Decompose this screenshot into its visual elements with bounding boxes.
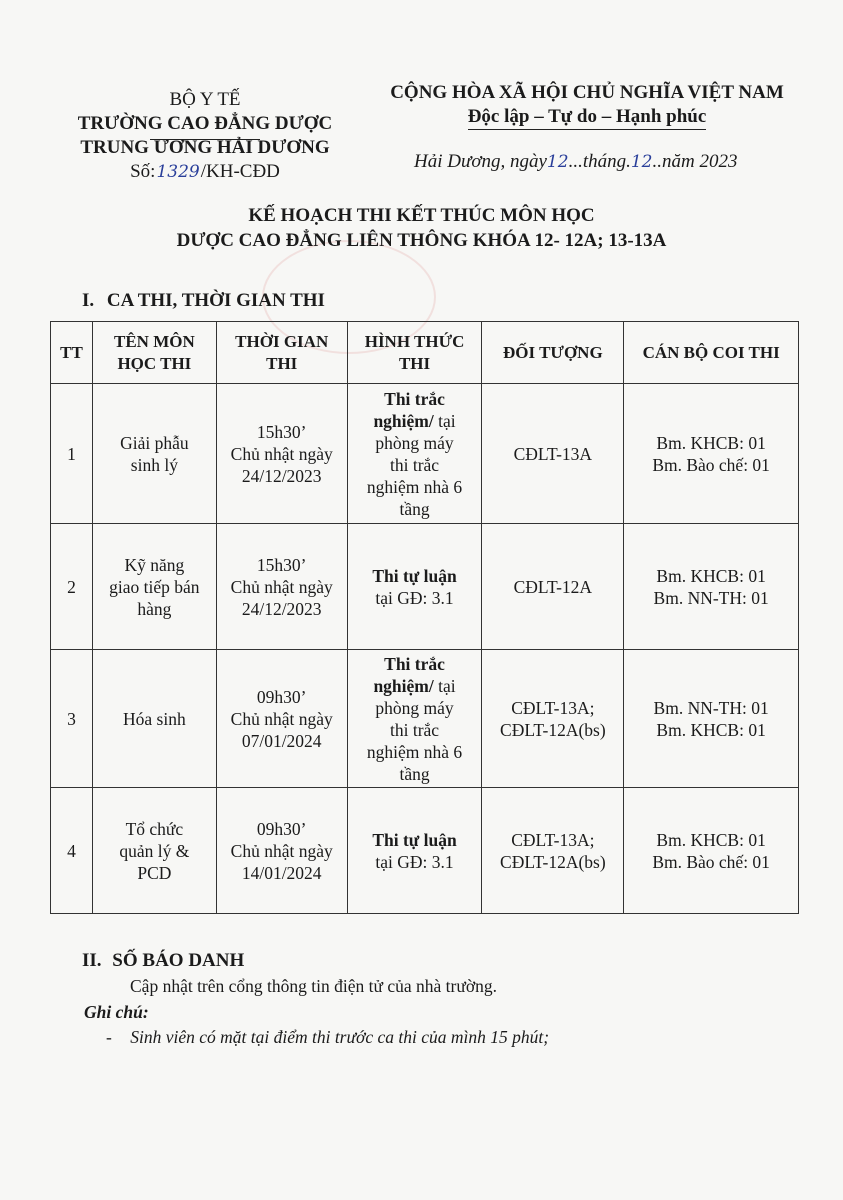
time-line: Chủ nhật ngày [230,708,333,729]
cell-target [482,650,624,788]
header-time [216,322,347,384]
subject-line: giao tiếp bán [109,576,200,597]
exam-schedule-table [50,321,799,914]
ministry-name: BỘ Y TẾ [169,89,241,110]
proctor-line: Bm. KHCB: 01 [656,829,766,850]
header-form [347,322,482,384]
cell-proctor [624,384,799,524]
form-line: thi trắc [390,454,440,475]
subject-line: quản lý & [119,840,190,861]
cell-time [216,384,347,524]
proctor-line: Bm. NN-TH: 01 [653,697,769,718]
header-left-underline [150,139,260,140]
note-label: Ghi chú: [84,1002,149,1022]
cell-proctor [624,650,799,788]
header-subject-line2: HỌC THI [117,353,192,373]
cell-tt: 1 [51,384,93,524]
note-item-text: Sinh viên có mặt tại điểm thi trước ca thi của mình 15 phút; [130,1027,550,1047]
header-time-line2: THI [266,353,298,373]
cell-subject [92,650,216,788]
section-1-title: CA THI, THỜI GIAN THI [106,290,325,311]
header-left [70,88,340,184]
form-line: tại GĐ: 3.1 [375,587,454,608]
time-line: 15h30’ [256,421,307,442]
proctor-line: Bm. Bào chế: 01 [652,851,770,872]
header-right [372,81,802,130]
note-bullet: - [106,1027,112,1047]
time-line: 07/01/2024 [241,730,322,751]
school-name-line2-text: TRUNG ƯƠNG HẢI DƯƠNG [80,137,330,158]
table-row [51,384,799,524]
proctor-line: Bm. KHCB: 01 [656,565,766,586]
subject-line: hàng [137,598,172,619]
date-place-label: Hải Dương, ngày [414,151,547,172]
cell-target [482,384,624,524]
proctor-line: Bm. KHCB: 01 [656,719,766,740]
date-month-handwritten: 12 [630,152,653,172]
form-line: nghiệm nhà 6 [366,476,463,497]
cell-proctor [624,788,799,914]
motto: Độc lập – Tự do – Hạnh phúc [468,105,707,130]
table-row [51,788,799,914]
header-form-line1: HÌNH THỨC [364,331,465,351]
cell-time [216,524,347,650]
proctor-line: Bm. NN-TH: 01 [653,587,769,608]
cell-time [216,650,347,788]
target-line: CĐLT-13A [513,443,593,464]
header-proctor: CÁN BỘ COI THI [624,322,799,384]
form-line [352,675,478,697]
subject-line: Hóa sinh [123,708,186,729]
subject-line: Tổ chức [125,818,184,839]
form-bold-part: nghiệm/ [373,410,434,431]
form-line: phòng máy [375,432,454,453]
form-line: tầng [399,763,430,784]
number-prefix: Số: [130,161,156,182]
cell-form [347,524,482,650]
date-place [414,150,814,174]
header-form-line2: THI [398,353,431,373]
time-line: Chủ nhật ngày [230,840,333,861]
cell-target [482,788,624,914]
form-line: Thi trắc [384,653,445,674]
cell-subject [92,788,216,914]
title-line2: DƯỢC CAO ĐẲNG LIÊN THÔNG KHÓA 12- 12A; 13-13A [176,230,667,251]
cell-subject [92,384,216,524]
form-line: Thi trắc [384,388,445,409]
time-line: 24/12/2023 [241,598,322,619]
number-suffix: /KH-CĐD [200,161,280,182]
section-1-heading [82,290,325,312]
time-line: 09h30’ [256,818,307,839]
proctor-line: Bm. Bào chế: 01 [652,454,770,475]
time-line: 14/01/2024 [241,862,322,883]
cell-form [347,788,482,914]
target-line: CĐLT-12A(bs) [500,851,606,872]
document-title [0,203,843,253]
target-line: CĐLT-13A; [511,697,595,718]
form-line: tầng [399,498,430,519]
section-2-heading [82,950,244,972]
form-line: nghiệm nhà 6 [366,741,463,762]
form-line: Thi tự luận [372,829,457,850]
form-line [352,410,478,432]
form-bold-part: nghiệm/ [373,675,434,696]
target-line: CĐLT-12A(bs) [500,719,606,740]
document-number [70,160,340,184]
header-tt: TT [51,322,93,384]
form-line: Thi tự luận [372,565,457,586]
cell-tt: 2 [51,524,93,650]
cell-form [347,650,482,788]
cell-tt: 4 [51,788,93,914]
subject-line: sinh lý [130,454,178,475]
school-name-line1: TRƯỜNG CAO ĐẲNG DƯỢC [77,113,333,134]
form-normal-part: tại [433,410,456,431]
target-line: CĐLT-12A [513,576,593,597]
cell-target [482,524,624,650]
date-month-label: ...tháng. [568,151,631,172]
cell-proctor [624,524,799,650]
header-subject-line1: TÊN MÔN [113,331,195,351]
table-row [51,650,799,788]
target-line: CĐLT-13A; [511,829,595,850]
header-target: ĐỐI TƯỢNG [482,322,624,384]
subject-line: PCD [137,862,172,883]
cell-subject [92,524,216,650]
form-normal-part: tại [433,675,456,696]
time-line: Chủ nhật ngày [230,443,333,464]
section-1-number: I. [82,290,95,311]
title-line1: KẾ HOẠCH THI KẾT THÚC MÔN HỌC [248,205,595,226]
section-2-title: SỐ BÁO DANH [112,950,245,971]
subject-line: Giải phẫu [120,432,189,453]
section-2-text: Cập nhật trên cổng thông tin điện tử của nhà trường. [130,976,497,996]
cell-tt: 3 [51,650,93,788]
note-item [106,1027,549,1048]
table-row [51,524,799,650]
form-line: phòng máy [375,697,454,718]
section-2-number: II. [82,950,102,971]
header-time-line1: THỜI GIAN [235,331,329,351]
time-line: 15h30’ [256,554,307,575]
table-header-row [51,322,799,384]
time-line: Chủ nhật ngày [230,576,333,597]
time-line: 09h30’ [256,686,307,707]
form-line: tại GĐ: 3.1 [375,851,454,872]
cell-time [216,788,347,914]
proctor-line: Bm. KHCB: 01 [656,432,766,453]
date-year: ..năm 2023 [652,151,738,172]
form-line: thi trắc [390,719,440,740]
date-day-handwritten: 12 [546,152,569,172]
cell-form [347,384,482,524]
number-handwritten: 1329 [156,162,200,182]
header-subject [92,322,216,384]
time-line: 24/12/2023 [241,465,322,486]
country-name: CỘNG HÒA XÃ HỘI CHỦ NGHĨA VIỆT NAM [390,82,784,103]
subject-line: Kỹ năng [124,554,185,575]
